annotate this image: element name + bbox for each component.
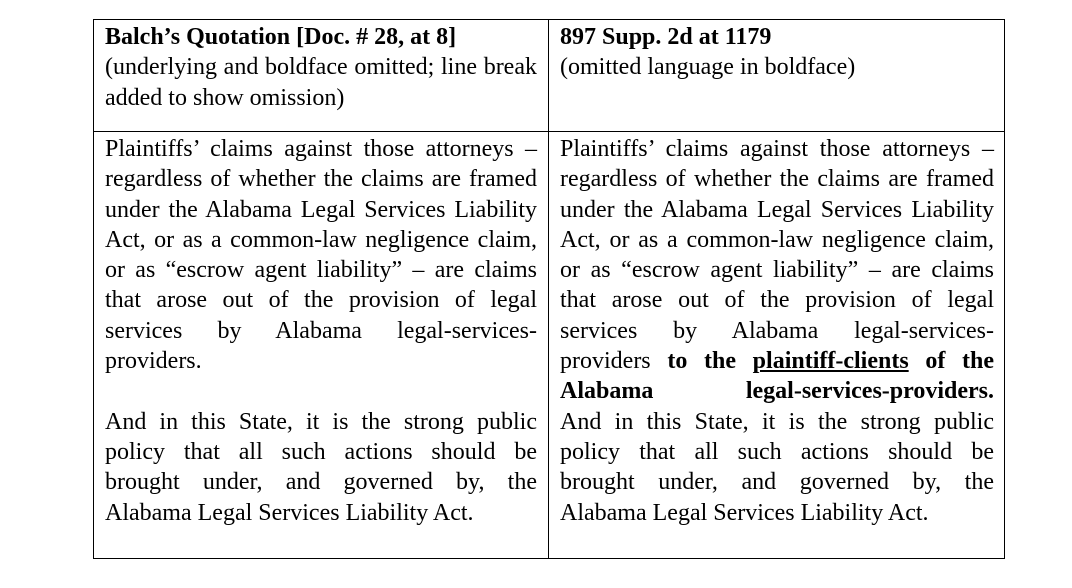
right-paragraph-1-text: Plaintiffs’ claims against those attorneys – regardless of whether the claims are framed under the Alabama Legal Services Liability Act, or as a common-law negligence claim, or as “escrow agent liability” – are claims that arose out of the provision of legal services by Alabama legal-services-providers (560, 136, 994, 375)
left-header-cell (94, 20, 549, 132)
right-header-title: 897 Supp. 2d at 1179 (560, 24, 772, 50)
paragraph-spacer (105, 376, 537, 406)
right-paragraph-1 (560, 134, 994, 407)
right-body-cell (549, 132, 1005, 558)
left-header-subtitle: (underlying and boldface omitted; line break added to show omission) (105, 54, 537, 111)
omitted-text-2: of the Alabama legal-services-providers. (560, 348, 995, 405)
right-header-subtitle: (omitted language in boldface) (560, 54, 856, 81)
left-body-cell (94, 132, 549, 558)
left-paragraph-1: Plaintiffs’ claims against those attorneys – regardless of whether the claims are framed under the Alabama Legal Services Liability Act, or as a common-law negligence claim, or as “escrow agent liability” – are claims that arose out of the provision of legal services by Alabama legal-services-providers. (105, 136, 537, 375)
omitted-text-underlined: plaintiff-clients (752, 348, 909, 375)
left-paragraph-2: And in this State, it is the strong public policy that all such actions should be brought under, and governed by, the Alabama Legal Services Liability Act. (105, 408, 537, 526)
left-header-title: Balch’s Quotation [Doc. # 28, at 8] (105, 24, 457, 50)
right-header-cell (549, 20, 1005, 132)
right-paragraph-2: And in this State, it is the strong public policy that all such actions should be brought under, and governed by, the Alabama Legal Services Liability Act. (560, 408, 994, 526)
omitted-text-1: to the (650, 348, 753, 375)
comparison-table (93, 19, 1005, 559)
